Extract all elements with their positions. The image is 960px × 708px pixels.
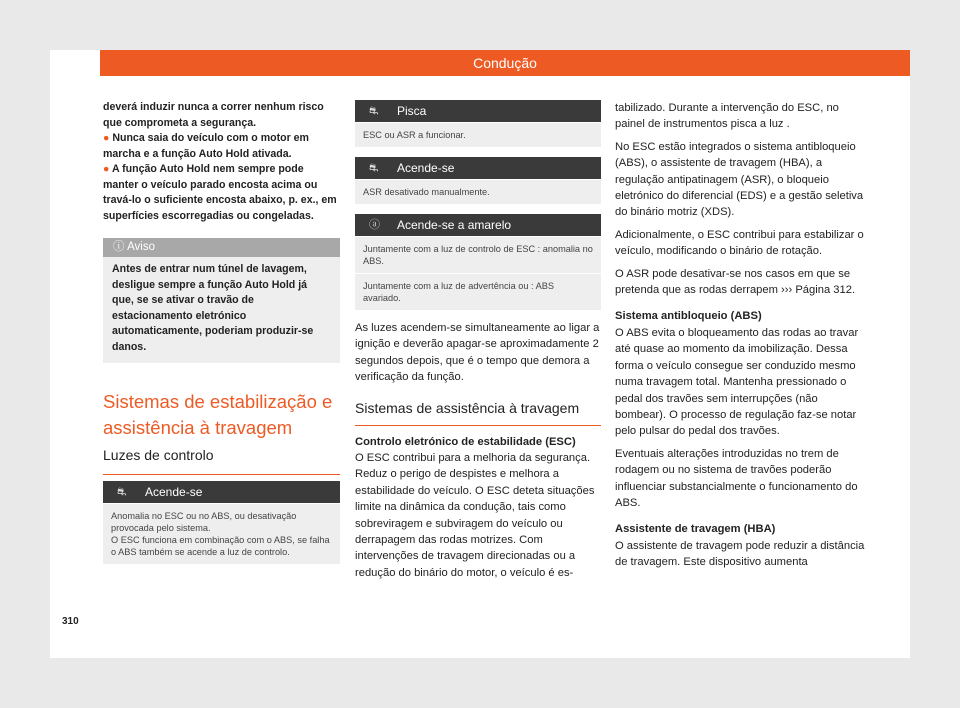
indicator-bar-off: ⛐ Acende-se <box>355 157 601 179</box>
paragraph: Eventuais alterações introduzidas no trem de rodagem ou no sistema de travões poderão influenciar substancialmente o funcionamento do ABS. <box>615 447 858 509</box>
indicator-description: Juntamente com a luz de advertência ou : ABS avariado. <box>355 273 601 310</box>
paragraph: O assistente de travagem pode reduzir a distância de travagem. Este dispositivo aumenta <box>615 539 865 569</box>
notice-header: ⓘ Aviso <box>103 238 340 257</box>
indicator-description: ESC ou ASR a funcionar. <box>355 122 601 147</box>
info-icon: ⓘ <box>113 241 128 253</box>
indicator-bar-abs: ⓐ Acende-se a amarelo <box>355 214 601 236</box>
heading-hba: Assistente de travagem (HBA) <box>615 523 776 536</box>
esc-off-icon: ⛐ <box>369 162 379 174</box>
column-1 <box>103 100 340 564</box>
notice-text: Antes de entrar num túnel de lavagem, desligue sempre a função Auto Hold já que, se se ativar o travão de estacionamento eletrónico automaticamente, poderiam produzir-se danos. <box>112 263 314 353</box>
column-2 <box>355 100 601 581</box>
paragraph: O ESC contribui para a melhoria da segurança. Reduz o perigo de despistes e melhora a estabilidade do veículo. O ESC deteta situações limite na dinâmica da condução, tais como sobreviragem e subviragem do veículo ou derrapagem das rodas motrizes. Com intervenções de travagem direcionadas ou a redução do binário do motor, o veículo é es- <box>355 452 595 579</box>
heading-esc: Controlo eletrónico de estabilidade (ESC) <box>355 435 576 448</box>
paragraph: O ABS evita o bloqueamento das rodas ao travar até quase ao momento da imobilização. Dessa forma o veículo consegue ser conduzido mesmo numa travagem total. Mantenha pressionado o pedal dos travões sem interrupções (não bombear). O processo de regulação faz-se notar pelo pulsar do pedal dos travões. <box>615 326 859 438</box>
warning-continued-text: deverá induzir nunca a correr nenhum risco que comprometa a segurança. <box>103 101 324 129</box>
subsection-title: Luzes de controlo <box>103 446 340 475</box>
heading-abs: Sistema antibloqueio (ABS) <box>615 310 762 323</box>
paragraph: tabilizado. Durante a intervenção do ESC, no painel de instrumentos pisca a luz . <box>615 102 839 131</box>
warning-bullet-1: ● Nunca saia do veículo com o motor em marcha e a função Auto Hold ativada. <box>103 132 309 160</box>
manual-page <box>50 50 910 658</box>
chapter-header: Condução <box>100 50 910 76</box>
paragraph: As luzes acendem-se simultaneamente ao ligar a ignição e deverão apagar-se aproximadamente 2 segundos depois, que é o tempo que demora a verificação da função. <box>355 322 600 384</box>
abs-icon: ⓐ <box>369 219 380 231</box>
indicator-description: Anomalia no ESC ou no ABS, ou desativação provocada pelo sistema. O ESC funciona em combinação com o ABS, se falha o ABS também se acende a luz de controlo. <box>103 503 340 564</box>
indicator-description: ASR desativado manualmente. <box>355 179 601 204</box>
esc-warning-icon: ⛐ <box>369 105 379 117</box>
esc-warning-icon: ⛐ <box>117 486 127 498</box>
section-title: Sistemas de estabilização e assistência à travagem <box>103 391 333 438</box>
notice-box <box>103 238 340 363</box>
paragraph: No ESC estão integrados o sistema antibloqueio (ABS), o assistente de travagem (HBA), a regulação antipatinagem (ASR), o bloqueio eletrónico do diferencial (EDS) e a gestão seletiva do binário motriz (XDS). <box>615 140 864 219</box>
column-3 <box>615 100 865 571</box>
page-number: 310 <box>62 616 79 627</box>
indicator-description: Juntamente com a luz de controlo de ESC : anomalia no ABS. <box>355 236 601 273</box>
indicator-bar-blink: ⛐ Pisca <box>355 100 601 122</box>
subsection-title: Sistemas de assistência à travagem <box>355 398 601 426</box>
indicator-bar-esc: ⛐ Acende-se <box>103 481 340 503</box>
paragraph: Adicionalmente, o ESC contribui para estabilizar o veículo, modificando o binário de rotação. <box>615 228 864 258</box>
paragraph: O ASR pode desativar-se nos casos em que se pretenda que as rodas derrapem ››› Página 312. <box>615 267 856 297</box>
warning-bullet-2: ● A função Auto Hold nem sempre pode manter o veículo parado encosta acima ou travá-lo o suficiente encosta abaixo, p. ex., em superfícies escorregadias ou congeladas. <box>103 163 337 222</box>
